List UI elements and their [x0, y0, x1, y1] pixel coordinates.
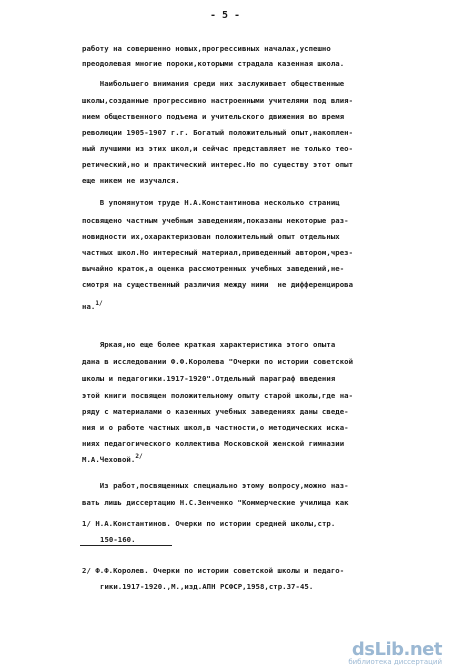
text-line: ниях педагогического коллектива Московской женской гимназии [82, 439, 345, 448]
text-line: преодолевая многие пороки,которыми страдала казенная школа. [82, 59, 345, 68]
footnote-separator [80, 545, 172, 546]
text-line: школы и педагогики.1917-1920".Отдельный параграф введения [82, 374, 336, 383]
text-line [82, 455, 143, 466]
text-line: этой книги посвящен положительному опыту старой школы,где на- [82, 391, 354, 400]
watermark-logo: dsLib.net [351, 639, 442, 660]
footnote-ref: 2/ [135, 453, 143, 460]
footnote-2 [82, 566, 344, 576]
text-line-content: М.А.Чеховой. [82, 455, 136, 464]
footnote-ref: 1/ [95, 300, 103, 307]
text-line: ния и о работе частных школ,в частности,о методических иска- [82, 423, 349, 432]
text-line: Из работ,посвященных специально этому вопросу,можно наз- [82, 481, 349, 490]
text-line: смотря на существенный различия между ними не дифференцирова [82, 280, 354, 289]
text-line: частных школ.Но интересный материал,приведенный автором,чрез- [82, 248, 354, 257]
watermark-subtitle: библиотека диссертаций [348, 658, 442, 666]
footnote-mark: 2/ [82, 566, 91, 575]
text-line: революции 1905-1907 г.г. Богатый положительный опыт,накоплен- [82, 128, 354, 137]
text-line: ряду с материалами о казенных учебных заведениях даны сведе- [82, 407, 349, 416]
text-line: дана в исследовании Ф.Ф.Королева "Очерки по истории советской [82, 357, 354, 366]
text-line [82, 302, 103, 313]
text-line: В упомянутом труде Н.А.Константинова несколько страниц [82, 198, 340, 207]
text-line-content: на. [82, 302, 96, 311]
footnote-text: Ф.Ф.Королев. Очерки по истории советской школы и педаго- [95, 566, 345, 575]
text-line: нием общественного подъема и учительского движения во время [82, 112, 345, 121]
text-line: новидности их,охарактеризован положительный опыт отдельных [82, 232, 340, 241]
footnote-1 [82, 519, 335, 529]
text-line: работу на совершенно новых,прогрессивных началах,успешно [82, 44, 331, 53]
text-line: еще никем не изучался. [82, 176, 180, 185]
text-line: ретический,но и практический интерес.Но по существу этот опыт [82, 160, 354, 169]
text-line: вать лишь диссертацию Н.С.Зенченко "Коммерческие училища как [82, 498, 349, 507]
footnote-2-cont: гики.1917-1920.,М.,изд.АПН РСФСР,1958,стр.37-45. [100, 582, 314, 591]
footnote-mark: 1/ [82, 519, 91, 528]
watermark [330, 639, 442, 665]
text-line: школы,созданные прогрессивно настроенными учителями под влия- [82, 96, 354, 105]
text-line: ный лучшими из этих школ,и сейчас представляет не только тео- [82, 144, 354, 153]
text-line: посвящено частным учебным заведениям,показаны некоторые раз- [82, 216, 349, 225]
page-number: - 5 - [209, 10, 241, 21]
footnote-1-cont: 150-160. [100, 535, 136, 544]
footnote-text: Н.А.Константинов. Очерки по истории средней школы,стр. [95, 519, 336, 528]
text-line: Яркая,но еще более краткая характеристика этого опыта [82, 340, 336, 349]
text-line: вычайно краток,а оценка рассмотренных учебных заведений,не- [82, 264, 345, 273]
text-line: Наибольшего внимания среди них заслуживает общественные [82, 79, 345, 88]
